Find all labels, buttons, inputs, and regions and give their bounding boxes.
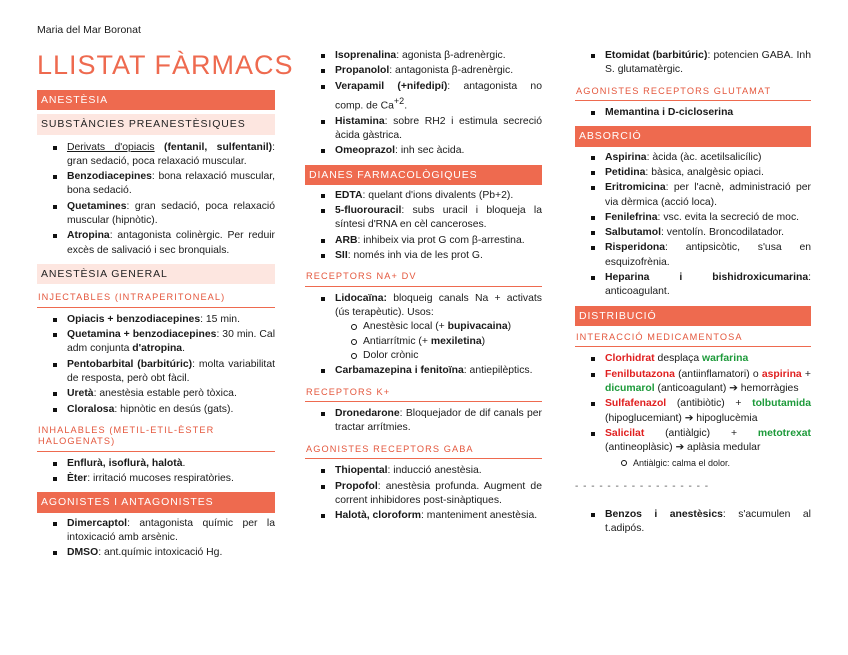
drug-desc: : inducció anestèsia. — [387, 465, 482, 477]
drug-name: Aspirina — [605, 151, 647, 163]
drug-desc: : antipsicòtic, s'usa en esquizofrènia. — [605, 242, 811, 268]
drug-desc-end: (antineoplàsic) ➔ aplàsia medular — [605, 442, 761, 454]
lidocaina-uses — [335, 320, 542, 363]
interaccio-list — [575, 352, 811, 469]
sublist-item — [363, 335, 542, 349]
drug-desc-end: . — [182, 343, 185, 355]
subsection-gaba: AGONISTES RECEPTORS GABA — [305, 442, 542, 460]
drug-name: Eritromicina — [605, 182, 666, 194]
drug-desc: : inhibeix via prot G com β-arrestina. — [357, 234, 525, 246]
etomidat-list — [575, 49, 811, 78]
list-item — [335, 292, 542, 363]
subsection-injectables: INJECTABLES (INTRAPERITONEAL) — [37, 290, 275, 308]
list-item — [335, 115, 542, 144]
list-item — [605, 352, 811, 366]
list-item — [335, 80, 542, 114]
drug-desc: bloqueig canals Na + activats (ús terapèutic). Usos: — [335, 292, 542, 319]
drug-name: Atropina — [67, 230, 110, 242]
superscript: +2 — [393, 95, 405, 106]
drug-name: Derivats d'opiacis — [67, 141, 155, 153]
drug-name: SII — [335, 250, 348, 262]
list-item — [605, 368, 811, 397]
drug-desc: : sobre RH2 i estimula secreció àcida gàstrica. — [335, 115, 542, 141]
drug-name: Quetamines — [67, 200, 127, 212]
drug-desc: : vsc. evita la secreció de moc. — [657, 211, 800, 223]
drug-name-2: warfarina — [702, 353, 749, 365]
list-item — [605, 427, 811, 470]
drug-name: Etomidat (barbitúric) — [605, 50, 708, 61]
section-anestesia-general: ANESTÈSIA GENERAL — [37, 264, 275, 284]
drug-desc: : potencien GABA. Inh S. glutamatèrgic. — [605, 50, 811, 76]
drug-name: Salbutamol — [605, 227, 662, 239]
list-item — [335, 144, 542, 158]
drug-desc: : bona relaxació muscular, bona sedació. — [67, 171, 275, 197]
glutamat-list — [575, 106, 811, 120]
drug-name: Benzos i anestèsics — [605, 509, 723, 521]
drug-desc: : àcida (àc. acetilsalicílic) — [646, 151, 762, 163]
drug-desc: : antagonista colinèrgic. Per reduir excès de salivació i sec bronquials. — [67, 230, 275, 256]
use-end: ) — [481, 335, 486, 347]
drug-name: Verapamil (+nifedipí) — [335, 80, 448, 92]
receptors-list — [305, 49, 542, 159]
drug-name: Isoprenalina — [335, 50, 397, 61]
list-item — [67, 358, 275, 387]
subsection-inhalables: INHALABLES (METIL-ETIL-ÈSTER HALOGENATS) — [37, 423, 275, 452]
inhalables-list — [37, 457, 275, 487]
list-item — [605, 166, 811, 180]
drug-name: Dronedarone — [335, 408, 400, 420]
drug-desc: desplaça — [654, 353, 703, 365]
drug-name-3: dicumarol — [605, 383, 655, 395]
drug-name: Propanolol — [335, 65, 390, 77]
drug-name: Uretà — [67, 388, 94, 400]
drug-name: Èter — [67, 473, 88, 485]
drug-name: Lidocaïna: — [335, 292, 387, 304]
drug-name: Propofol — [335, 480, 378, 492]
drug-desc: : manteniment anestèsia. — [421, 510, 538, 522]
drug-desc: : anticoagulant. — [605, 272, 811, 298]
drug-desc: : antiepilèptics. — [463, 365, 533, 377]
drug-desc: : anestèsia profunda. Augment de corrent inhibidores post-sinàptiques. — [335, 480, 542, 506]
drug-name: Sulfafenazol — [605, 398, 667, 410]
sublist-item: Antiàlgic: calma el dolor. — [633, 456, 811, 470]
list-item — [605, 271, 811, 300]
drug-name: Fenilbutazona — [605, 368, 675, 380]
drug-desc: : gran sedació, poca relaxació muscular (hipnòtic). — [67, 200, 275, 227]
drug-name: Enflurà, isoflurà, halotà — [67, 457, 183, 469]
list-item — [67, 313, 275, 327]
drug-name: Petidina — [605, 166, 646, 178]
drug-name: Clorhidrat — [605, 353, 655, 365]
drug-desc: : ventolín. Broncodilatador. — [661, 227, 785, 239]
use-end: ) — [507, 321, 512, 333]
list-item — [605, 241, 811, 270]
drug-name: Histamina — [335, 115, 385, 127]
drug-name: Quetamina + benzodiacepines — [67, 329, 217, 341]
list-item — [67, 517, 275, 546]
drug-desc: : irritació mucoses respiratòries. — [87, 473, 234, 485]
use-text: Dolor crònic — [363, 350, 419, 362]
salicilat-notes — [605, 456, 811, 470]
list-item — [605, 226, 811, 240]
drug-desc-end: (hipoglucemiant) ➔ hipoglucèmia — [605, 412, 758, 424]
list-item — [67, 200, 275, 229]
drug-desc: : per l'acnè, administració per via dèrmica (acció loca). — [605, 182, 811, 208]
drug-desc: : Bloquejador de dif canals per tractar arrítmies. — [335, 408, 542, 434]
use-text: Antiarrítmic (+ — [363, 335, 431, 347]
drug-desc-end: . — [404, 100, 408, 112]
drug-name: Carbamazepina i fenitoïna — [335, 365, 464, 377]
benzos-list — [575, 508, 811, 537]
list-item — [335, 480, 542, 509]
drug-name: Heparina i bishidroxicumarina — [605, 272, 809, 284]
list-item — [335, 189, 542, 203]
drug-name: Thiopental — [335, 465, 388, 477]
list-item — [335, 249, 542, 263]
use-drug: mexiletina — [430, 335, 482, 347]
drug-name-2: metotrexat — [757, 427, 811, 439]
list-item — [335, 407, 542, 436]
drug-desc: : ant.químic intoxicació Hg. — [98, 547, 223, 559]
drug-desc: . — [182, 457, 186, 469]
drug-desc: : subs uracil i bloqueja la síntesi d'RNA en cèl canceroses. — [335, 205, 542, 231]
use-drug: bupivacaina — [447, 321, 508, 333]
column-3 — [575, 49, 811, 543]
use-text: Anestèsic local (+ — [363, 321, 448, 333]
drug-name: Fenilefrina — [605, 211, 658, 223]
list-item — [335, 204, 542, 233]
drug-name: ARB — [335, 234, 358, 246]
drug-desc: : s'acumulen al t.adipós. — [605, 509, 811, 535]
drug-name: Benzodiacepines — [67, 171, 152, 183]
list-item — [335, 64, 542, 78]
drug-name-2: tolbutamida — [752, 398, 811, 410]
drug-desc: : antagonista no comp. de Ca — [335, 80, 542, 112]
drug-name: DMSO — [67, 547, 99, 559]
drug-desc: : antagonista químic per la intoxicació amb arsènic. — [67, 517, 275, 544]
list-item — [67, 472, 275, 486]
page-title: LLISTAT FÀRMACS — [37, 50, 294, 80]
list-item — [605, 397, 811, 426]
drug-name: Omeoprazol — [335, 145, 396, 157]
list-item — [605, 508, 811, 537]
drug-desc: : gran sedació, poca relaxació muscular. — [67, 141, 275, 167]
drug-desc: : anestèsia estable però tòxica. — [93, 388, 237, 400]
absorcio-list — [575, 151, 811, 300]
list-item — [67, 229, 275, 258]
list-item — [335, 464, 542, 478]
drug-name-2: aspirina — [761, 368, 802, 380]
gaba-list — [305, 464, 542, 523]
section-distribucio: DISTRIBUCIÓ — [575, 306, 811, 326]
drug-desc: : bàsica, analgèsic opiaci. — [645, 166, 764, 178]
section-agonistes-antagonistes: AGONISTES I ANTAGONISTES — [37, 492, 275, 512]
list-item — [335, 234, 542, 248]
list-item — [67, 387, 275, 401]
drug-desc: (antiinflamatori) o — [674, 368, 762, 380]
drug-name: Opiacis + benzodiacepines — [67, 313, 201, 325]
divider-dashes: - - - - - - - - - - - - - - - - - — [575, 480, 710, 492]
subsection-glutamat: AGONISTES RECEPTORS GLUTAMAT — [575, 84, 811, 102]
list-item — [67, 403, 275, 417]
drug-name-extra: (fentanil, sulfentanil) — [164, 141, 273, 153]
drug-name: Risperidona — [605, 242, 666, 254]
drug-desc: : molta variabilitat de resposta, però obt fàcil. — [67, 358, 275, 384]
agonistes-list — [37, 517, 275, 561]
author-name: Maria del Mar Boronat — [37, 24, 141, 36]
drug-desc-end: (anticoagulant) ➔ hemorràgies — [654, 383, 799, 395]
substancies-list — [37, 141, 275, 258]
drug-name: Pentobarbital (barbitúric) — [67, 358, 193, 370]
list-item — [67, 141, 275, 170]
drug-desc: (antiàlgic) + — [644, 427, 758, 439]
sublist-item — [363, 349, 542, 363]
column-1 — [37, 90, 275, 567]
drug-desc: : quelant d'ions divalents (Pb+2). — [362, 189, 514, 201]
drug-name: Memantina i D-cicloserina — [605, 107, 734, 119]
subsection-receptors-k: RECEPTORS K+ — [305, 385, 542, 403]
list-item — [605, 181, 811, 210]
drug-desc: : 30 min. Cal adm conjunta — [67, 329, 276, 355]
drug-name: Salicilat — [605, 427, 645, 439]
plus-sign: + — [801, 368, 811, 380]
drug-desc: : hipnòtic en desús (gats). — [114, 403, 234, 415]
list-item — [605, 49, 811, 78]
drug-desc: : agonista β-adrenèrgic. — [396, 50, 506, 61]
drug-desc: : només inh via de les prot G. — [347, 250, 483, 262]
list-item — [67, 170, 275, 199]
drug-name: Halotà, cloroform — [335, 510, 422, 522]
list-item — [605, 106, 811, 120]
drug-desc: : 15 min. — [200, 313, 240, 325]
list-item — [335, 364, 542, 378]
section-anestesia: ANESTÈSIA — [37, 90, 275, 110]
drug-desc: : inh sec àcida. — [395, 145, 465, 157]
list-item — [605, 151, 811, 165]
list-item — [335, 509, 542, 523]
section-substancies: SUBSTÀNCIES PREANESTÈSIQUES — [37, 114, 275, 134]
subsection-receptors-na: RECEPTORS NA+ DV — [305, 269, 542, 287]
drug-name-extra: d'atropina — [132, 343, 183, 355]
section-absorcio: ABSORCIÓ — [575, 126, 811, 146]
drug-desc: : antagonista β-adrenèrgic. — [389, 65, 514, 77]
receptors-k-list — [305, 407, 542, 436]
list-item — [67, 457, 275, 471]
receptors-na-list — [305, 292, 542, 379]
drug-name: Dimercaptol — [67, 517, 128, 529]
sublist-item — [363, 320, 542, 334]
subsection-interaccio: INTERACCIÓ MEDICAMENTOSA — [575, 330, 811, 348]
list-item — [67, 546, 275, 560]
drug-name: 5-fluorouracil — [335, 205, 402, 217]
injectables-list — [37, 313, 275, 417]
section-dianes: DIANES FARMACOLÒGIQUES — [305, 165, 542, 185]
drug-name: Cloralosa — [67, 403, 115, 415]
drug-desc: (antibiòtic) + — [666, 398, 753, 410]
dianes-list — [305, 189, 542, 263]
column-2 — [305, 49, 542, 529]
list-item — [335, 49, 542, 63]
list-item — [605, 211, 811, 225]
drug-name: EDTA — [335, 189, 363, 201]
list-item — [67, 328, 275, 357]
